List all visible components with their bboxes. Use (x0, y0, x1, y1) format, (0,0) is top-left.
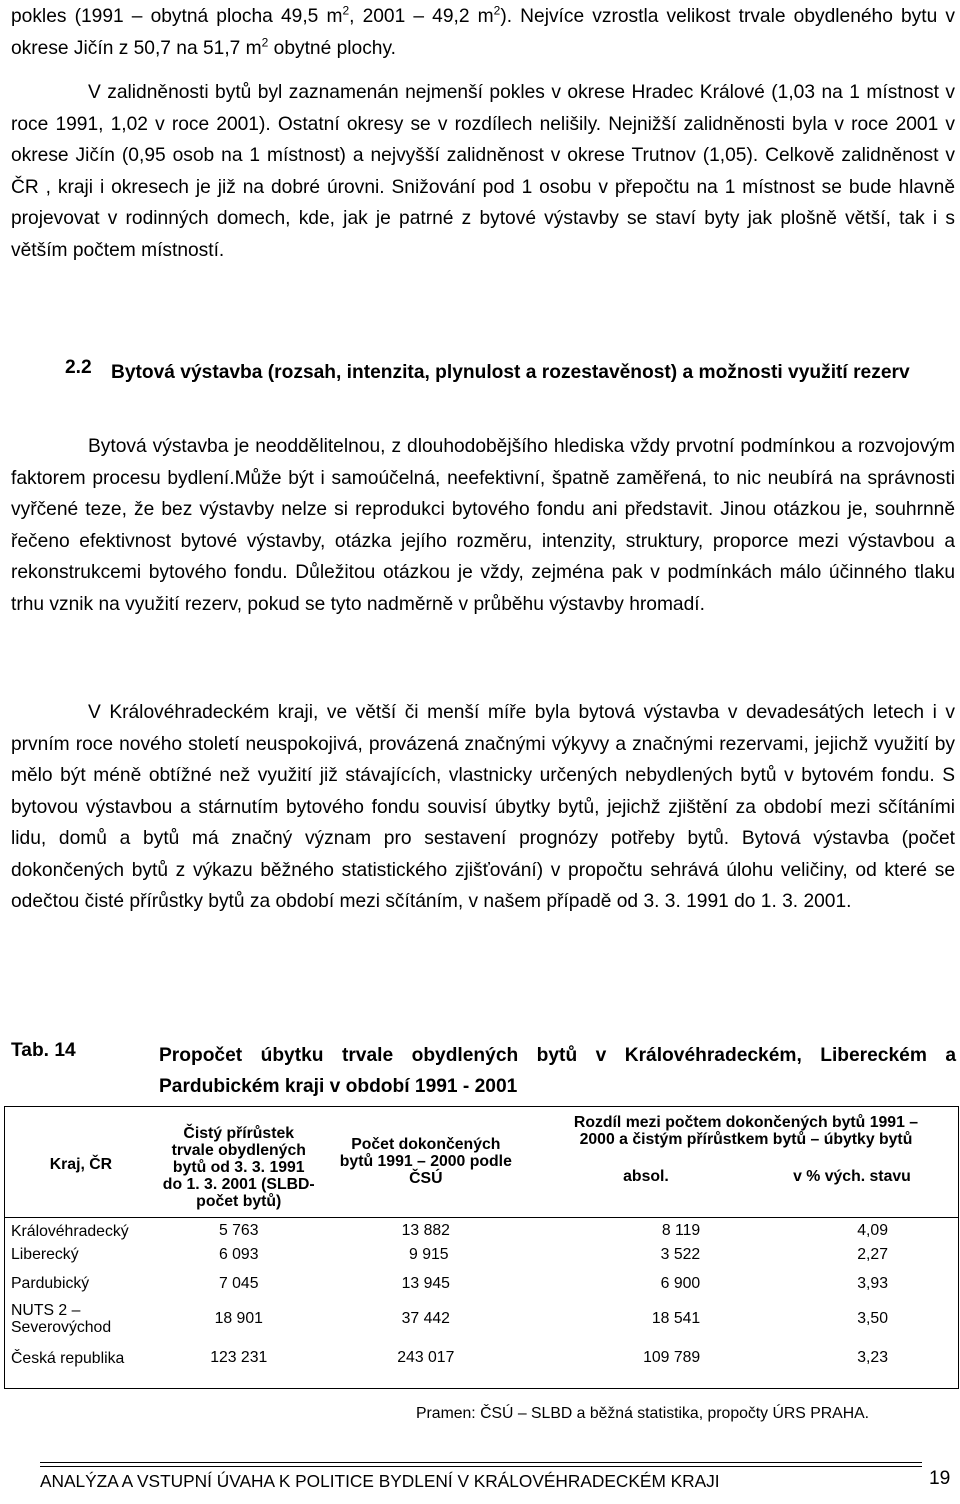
cell-absolute: 8 119 (661, 1222, 701, 1239)
page-number: 19 (929, 1468, 951, 1489)
table-row (4, 1298, 960, 1340)
section-number: 2.2 (65, 357, 92, 378)
cell-completed: 37 442 (401, 1310, 450, 1327)
cell-absolute: 109 789 (643, 1349, 701, 1366)
footer-divider-inner (40, 1466, 922, 1467)
cell-net-increase: 123 231 (210, 1349, 268, 1366)
header-absolute: absol. (623, 1168, 669, 1185)
data-table (4, 1106, 960, 1376)
cell-region: Liberecký (11, 1246, 79, 1263)
superscript: 2 (261, 35, 269, 50)
cell-completed: 9 915 (409, 1245, 449, 1263)
paragraph-construction: Bytová výstavba je neoddělitelnou, z dlouhodobějšího hlediska vždy prvotní podmínkou a rozvojovým faktorem procesu bydlení.Může být i samoúčelná, neefektivní, špatně zaměřená, to nic neubírá na správnosti vyřčené teze, že bez výstavby nelze si reprodukci bytového fondu ani představit. Jinou otázkou je, souhrnně řečeno efektivnost bytové výstavby, otázka jejího rozměru, intenzity, struktury, proporce mezi výstavbou a rekonstrukcemi bytového fondu. Důležitou otázkou je vždy, zejména pak v podmínkách málo účinného tlaku trhu vznik na využití rezerv, pokud se tyto nadměrně v průběhu výstavby hromadí. (11, 436, 955, 615)
header-difference-group (532, 1106, 960, 1216)
para1-text-b: , 2001 – 49,2 m (349, 6, 494, 27)
table-title: Propočet úbytku trvale obydlených bytů v Královéhradeckém, Libereckém a Pardubickém kraji v období 1991 - 2001 (159, 1045, 956, 1097)
cell-net-increase: 6 093 (218, 1245, 259, 1263)
cell-region: Pardubický (11, 1275, 90, 1292)
cell-region: Královéhradecký (11, 1223, 129, 1240)
cell-completed: 13 945 (401, 1274, 450, 1292)
header-percent: v % vých. stavu (793, 1168, 911, 1185)
table-row (4, 1269, 960, 1298)
table-row (4, 1240, 960, 1269)
header-region: Kraj, ČR (49, 1155, 113, 1173)
table-body (4, 1216, 960, 1376)
cell-absolute: 6 900 (660, 1274, 701, 1292)
header-difference: Rozdíl mezi počtem dokončených bytů 1991 – 2000 a čistým přírůstkem bytů – úbytky bytů (573, 1114, 919, 1148)
cell-percent: 3,93 (857, 1274, 888, 1292)
header-completed: Počet dokončených bytů 1991 – 2000 podle ČSÚ (339, 1135, 512, 1187)
cell-absolute: 3 522 (660, 1245, 701, 1263)
cell-percent: 4,09 (857, 1222, 888, 1239)
cell-absolute: 18 541 (651, 1310, 701, 1327)
cell-region: NUTS 2 – Severovýchod (11, 1302, 112, 1336)
cell-completed: 243 017 (397, 1349, 455, 1366)
footer-title: ANALÝZA A VSTUPNÍ ÚVAHA K POLITICE BYDLENÍ V KRÁLOVÉHRADECKÉM KRAJI (40, 1471, 720, 1491)
table-label: Tab. 14 (11, 1040, 76, 1061)
section-title: Bytová výstavba (rozsah, intenzita, plynulost a rozestavěnost) a možnosti využití rezerv (111, 362, 910, 383)
para1-text-d: obytné plochy. (268, 37, 396, 59)
cell-percent: 3,23 (857, 1349, 888, 1366)
cell-net-increase: 5 763 (218, 1222, 259, 1239)
paragraph-intro (11, 1, 955, 64)
superscript: 2 (493, 3, 501, 18)
footer-divider (40, 1462, 922, 1463)
paragraph-region: V Královéhradeckém kraji, ve větší či menší míře byla bytová výstavba v devadesátých letech i v prvním roce nového století neuspokojivá, provázená značnými výkyvy a značnými rezervami, jejichž využití by mělo být méně obtížné než využití již stávajících, vlastnicky určených nebydlených bytů v bytovém fondu. S bytovou výstavbou a stárnutím bytového fondu souvisí úbytky bytů, jejichž zjištění za období mezi sčítáními lidu, domů a bytů má značný význam pro sestavení prognózy potřeby bytů. Bytová výstavba (počet dokončených bytů z výkazu běžného statistického zjišťování) v propočtu sehrává úlohu veličiny, od které se odečtou čisté přírůstky bytů za období mezi sčítáním, v našem případě od 3. 3. 1991 do 1. 3. 2001. (11, 702, 955, 912)
para1-text-c: ). Nejvíce vzrostla velikost trvale obydleného bytu v okrese Jičín z 50,7 na 51,7 m (11, 6, 955, 59)
cell-percent: 3,50 (857, 1310, 888, 1327)
table-source: Pramen: ČSÚ – SLBD a běžná statistika, propočty ÚRS PRAHA. (416, 1405, 870, 1422)
header-net-increase: Čistý přírůstek trvale obydlených bytů od 3. 3. 1991 do 1. 3. 2001 (SLBD- počet bytů) (162, 1124, 315, 1210)
table-row (4, 1340, 960, 1376)
header-subcolumns (540, 1168, 952, 1185)
cell-percent: 2,27 (857, 1245, 888, 1263)
table-header-row (4, 1106, 960, 1216)
table-row (4, 1216, 960, 1240)
cell-net-increase: 7 045 (218, 1274, 259, 1292)
cell-region: Česká republika (11, 1349, 125, 1367)
cell-completed: 13 882 (401, 1222, 450, 1239)
cell-net-increase: 18 901 (214, 1310, 263, 1327)
superscript: 2 (342, 3, 350, 18)
paragraph-occupancy: V zalidněnosti bytů byl zaznamenán nejmenší pokles v okrese Hradec Králové (1,03 na 1 místnost v roce 1991, 1,02 v roce 2001). Ostatní okresy se v rozdílech nelišily. Nejnižší zalidněnosti byla v roce 2001 v okrese Jičín (0,95 osob na 1 místnost) a nejvyšší zalidněnost v okrese Trutnov (1,05). Celkově zalidněnost v ČR , kraji i okresech je již na dobré úrovni. Snižování pod 1 osobu v přepočtu na 1 místnost se bude hlavně projevovat v rodinných domech, kde, jak je patrné z bytové výstavby se staví byty jak plošně větší, tak i s větším počtem místností. (11, 82, 955, 261)
para1-text-a: pokles (1991 – obytná plocha 49,5 m (11, 6, 343, 27)
